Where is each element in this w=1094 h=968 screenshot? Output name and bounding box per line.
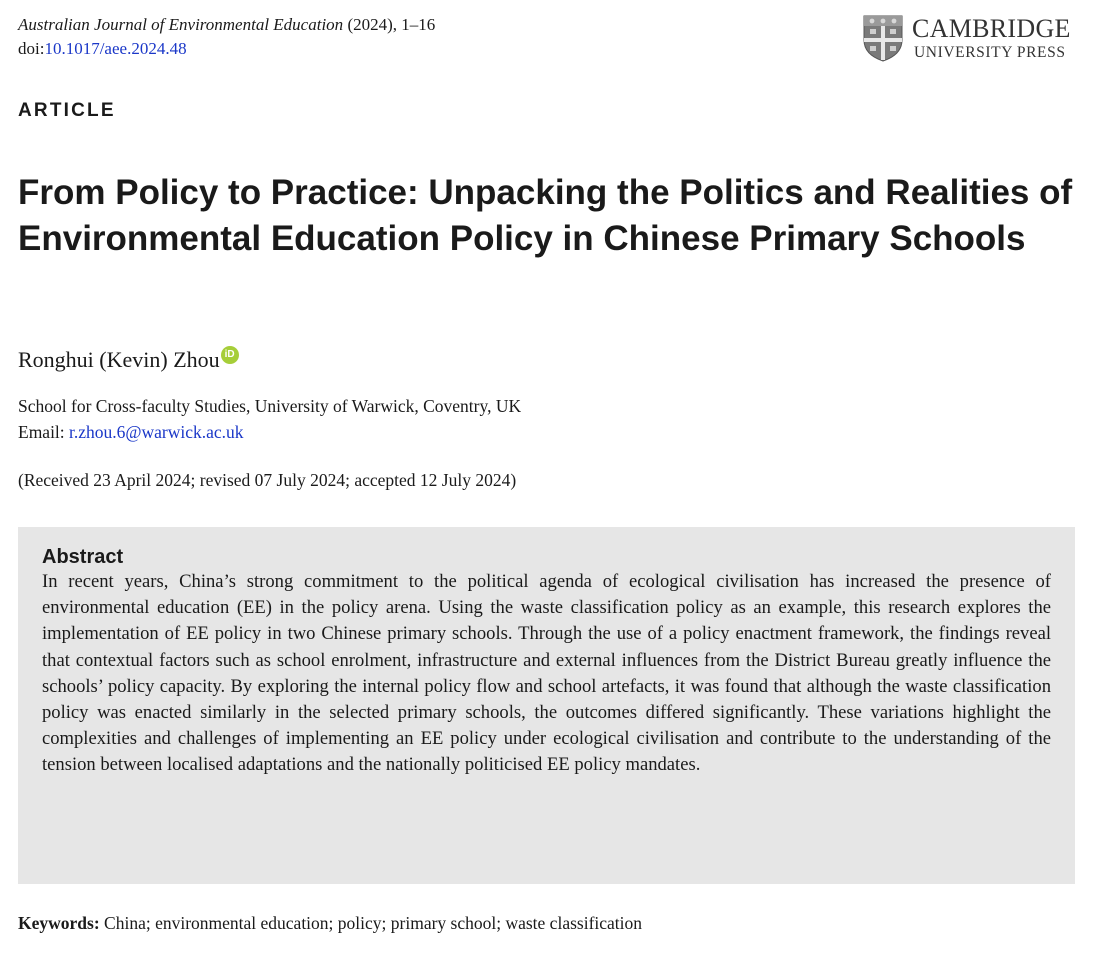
journal-citation [18, 14, 435, 36]
cambridge-shield-icon [862, 14, 904, 62]
keywords-label: Keywords: [18, 913, 100, 933]
doi-line [18, 38, 187, 60]
journal-details: (2024), 1–16 [343, 15, 436, 34]
doi-link[interactable]: 10.1017/aee.2024.48 [44, 39, 187, 58]
abstract-heading: Abstract [42, 546, 124, 568]
article-type: ARTICLE [18, 100, 116, 121]
doi-prefix: doi: [18, 39, 45, 58]
author-name: Ronghui (Kevin) Zhou [18, 347, 220, 372]
journal-name: Australian Journal of Environmental Education [18, 15, 344, 34]
author [18, 346, 239, 374]
email-label: Email: [18, 422, 70, 442]
affiliation: School for Cross-faculty Studies, University of Warwick, Coventry, UK [18, 396, 522, 416]
publisher-logo [862, 14, 1082, 64]
orcid-icon[interactable]: iD [221, 346, 239, 364]
email-link[interactable]: r.zhou.6@warwick.ac.uk [69, 422, 244, 442]
email-line [18, 420, 244, 444]
abstract-box [18, 527, 1075, 884]
article-title: From Policy to Practice: Unpacking the Politics and Realities of Environmental Education Policy in Chinese Primary Schools [18, 173, 1073, 258]
publisher-subtitle: UNIVERSITY PRESS [914, 44, 1066, 61]
keywords [18, 911, 642, 935]
publisher-name: CAMBRIDGE [912, 14, 1071, 43]
keywords-text: China; environmental education; policy; primary school; waste classification [99, 913, 643, 933]
publication-dates: (Received 23 April 2024; revised 07 July 2024; accepted 12 July 2024) [18, 470, 517, 490]
abstract-text: In recent years, China’s strong commitment to the political agenda of ecological civilisation has increased the presence of environmental education (EE) in the policy arena. Using the waste classification policy as an example, this research explores the implementation of EE policy in two Chinese primary schools. Through the use of a policy enactment framework, the findings reveal that contextual factors such as school enrolment, infrastructure and external influences from the District Bureau greatly influence the schools’ policy capacity. By exploring the internal policy flow and school artefacts, it was found that although the waste classification policy was enacted similarly in the selected primary schools, the outcomes differed significantly. These variations highlight the complexities and challenges of implementing an EE policy under ecological civilisation and contribute to the understanding of the tension between localised adaptations and the nationally politicised EE policy mandates. [42, 571, 1051, 776]
